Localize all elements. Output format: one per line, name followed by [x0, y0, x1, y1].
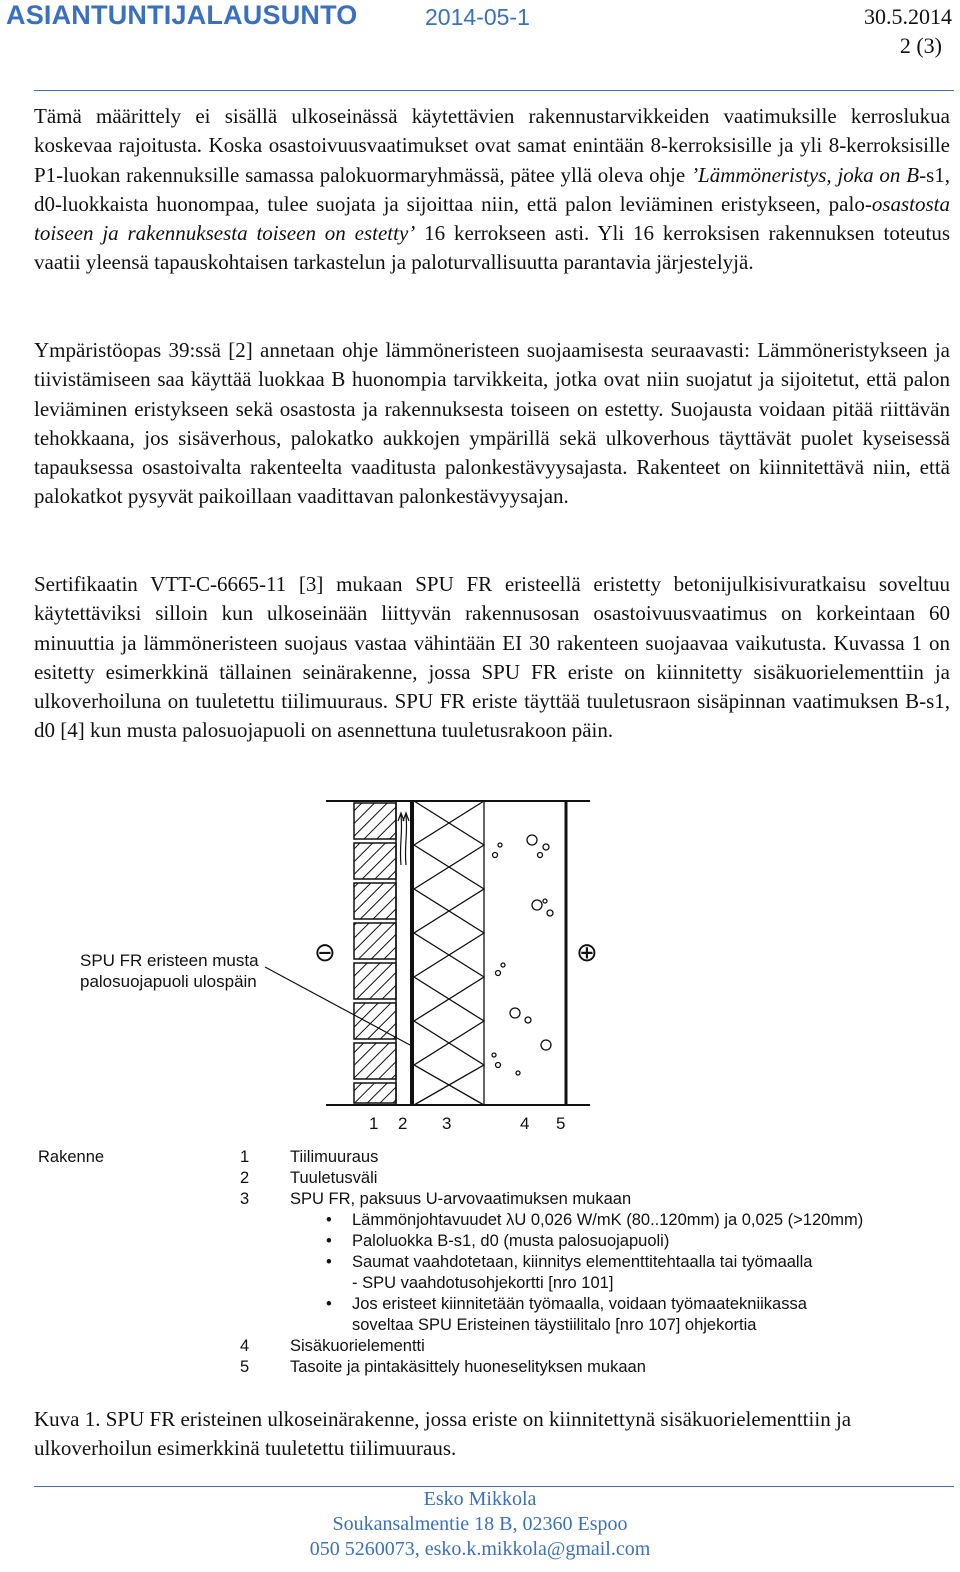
header-divider — [34, 90, 954, 91]
layer-number-4: 4 — [520, 1114, 530, 1133]
legend-title: Rakenne — [38, 1148, 105, 1166]
paragraph-1-text-a: Tämä määrittely ei sisällä ulkoseinässä käytettävien rakennustarvikkeiden vaatimuksille kerroslukua koskevaa rajoitusta. Koska osastoivuusvaatimukset ovat samat enintään 8-kerroksisille ja yli 8-kerroksisille P1-luokan rakennuksille samassa palokuormaryhmässä, pätee yllä oleva ohje — [34, 104, 950, 187]
paragraph-1 — [34, 102, 950, 278]
paragraph-1-quote-a: ’Lämmöneristys, joka on B — [691, 162, 920, 187]
paragraph-3: Sertifikaatin VTT-C-6665-11 [3] mukaan SPU FR eristeellä eristetty betonijulkisivuratkaisu soveltuu käytettäviksi silloin kun ulkoseinään liittyvän rakennusosan osastoivuusvaatimus on korkeintaan 60 minuuttia ja lämmöneristeen suojaus vastaa vähintään EI 30 rakenteen suojaavaa vaikutusta. Kuvassa 1 on esitetty esimerkkinä tällainen seinärakenne, jossa SPU FR eriste on kiinnitetty sisäkuorielementtiin ja ulkoverhoiluna on tuuletettu tiilimuuraus. SPU FR eriste täyttää tuuletusraon sisäpinnan vaatimuksen B-s1, d0 [4] kun musta palosuojapuoli on asennettuna tuuletusrakoon päin. — [34, 572, 950, 743]
paragraph-1-quote-b: osastosta toiseen ja rakennuksesta toiseen on estetty’ — [34, 191, 950, 246]
footer-contact: 050 5260073, esko.k.mikkola@gmail.com — [309, 1538, 651, 1560]
insulation-layer — [414, 801, 484, 1105]
figure-label-line-2: palosuojapuoli ulospäin — [80, 972, 257, 991]
black-fire-protective-face — [410, 801, 414, 1105]
layer-number-3: 3 — [442, 1114, 452, 1133]
brick-layer — [354, 803, 396, 1103]
header-page-number: 2 (3) — [899, 33, 942, 58]
layer-number-2: 2 — [398, 1114, 408, 1133]
footer-divider — [34, 1486, 954, 1487]
header-date: 30.5.2014 — [864, 4, 952, 29]
layer-number-5: 5 — [556, 1114, 566, 1133]
layer-number-1: 1 — [369, 1114, 379, 1133]
plus-icon: ⊕ — [576, 938, 598, 968]
header-title: ASIANTUNTIJALAUSUNTO — [6, 0, 358, 30]
inner-concrete-element — [492, 835, 553, 1075]
figure-label — [80, 950, 259, 992]
header-document-code: 2014-05-1 — [425, 4, 530, 30]
figure-caption: Kuva 1. SPU FR eristeinen ulkoseinärakenne, jossa eriste on kiinnitettynä sisäkuorielementtiin ja ulkoverhoilun esimerkkinä tuuletettu tiilimuuraus. — [34, 1407, 852, 1461]
airflow-arrows — [398, 813, 409, 865]
figure-label-line-1: SPU FR eristeen musta — [80, 951, 259, 970]
footer-address: Soukansalmentie 18 B, 02360 Espoo — [332, 1513, 628, 1535]
paragraph-2: Ympäristöopas 39:ssä [2] annetaan ohje lämmöneristeen suojaamisesta seuraavasti: Lämmöneristykseen ja tiivistämiseen saa käyttää luokkaa B huonompia tarvikkeita, jotka ovat niin suojatut ja sijoitetut, että palon leviäminen eristykseen sekä osastosta ja rakennuksesta toiseen on estetty. Suojausta voidaan pitää riittävän tehokkaana, jos sisäverhous, palokatko aukkojen ympärillä sekä ulkoverhous täyttävät puolet kyseisessä tapauksessa osastoivalta rakenteelta vaaditusta palonkestävyysajasta. Rakenteet on kiinnitettävä niin, että palokatkot pysyvät paikoillaan vaadittavan palonkestävyysajan. — [34, 338, 950, 509]
footer-name: Esko Mikkola — [423, 1488, 537, 1510]
minus-icon: ⊖ — [314, 938, 336, 968]
paragraph-1-text-c: 16 kerrokseen asti. Yli 16 kerroksisen rakennuksen toteutus vaatii yleensä tapauskohtaisen tarkastelun ja paloturvallisuutta parantavia järjestelyjä. — [34, 221, 950, 275]
paragraph-1-text-b: -s1, d0-luokkaista huonompaa, tulee suojata ja sijoittaa niin, että palon leviäminen eristykseen, palo- — [34, 162, 950, 216]
